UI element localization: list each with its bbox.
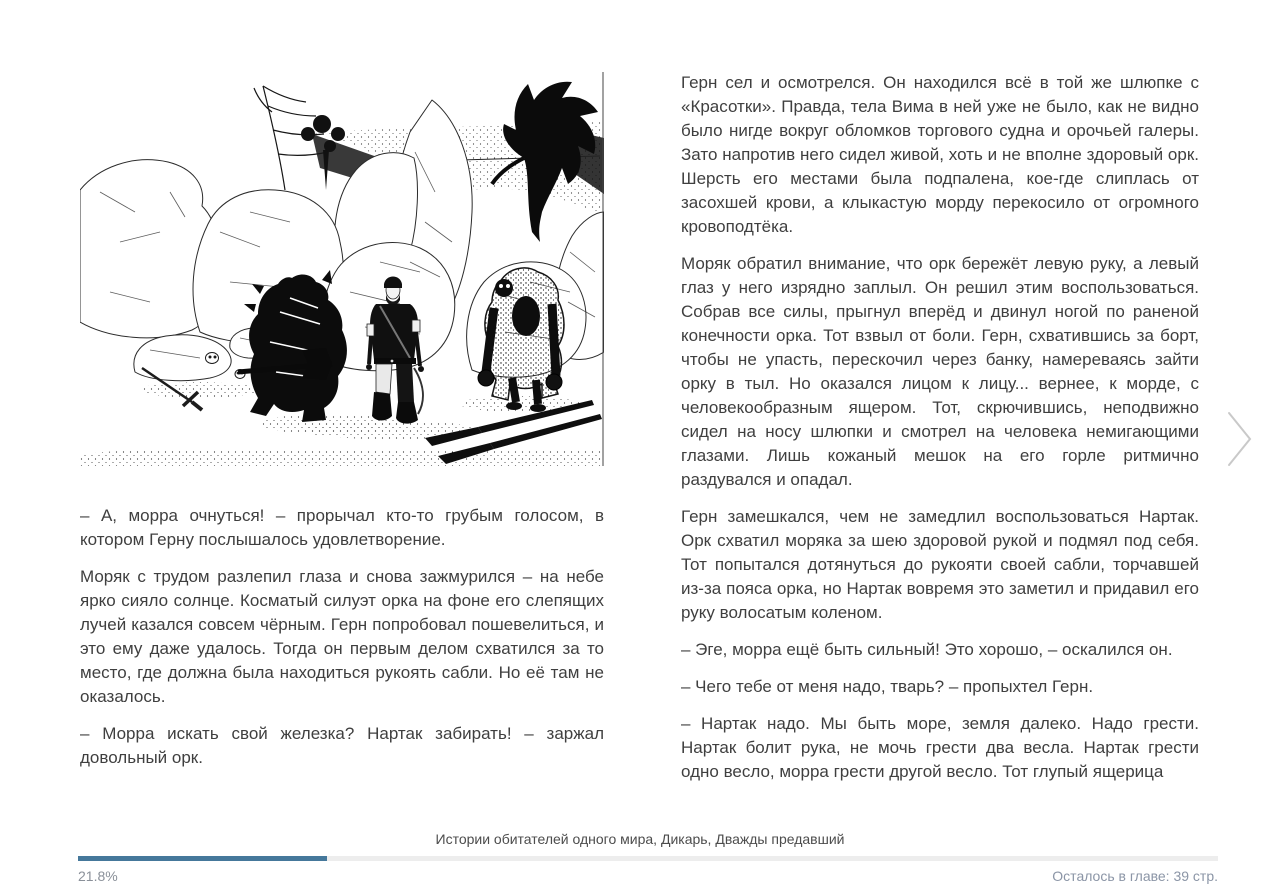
illustration-svg — [80, 72, 604, 466]
book-illustration — [80, 72, 604, 466]
right-page-text — [681, 71, 1199, 784]
paragraph: – Чего тебе от меня надо, тварь? – пропыхтел Герн. — [681, 677, 1094, 696]
reading-progress-fill — [78, 856, 327, 861]
chapter-remaining-label: Осталось в главе: 39 стр. — [1052, 868, 1218, 884]
paragraph: – Морра искать свой железка? Нартак забирать! – заржал довольный орк. — [80, 724, 604, 767]
paragraph: Герн замешкался, чем не замедлил воспользоваться Нартак. Орк схватил моряка за шею здоровой рукой и подмял под себя. Тот попытался дотянуться до рукояти своей сабли, торчавшей из-за пояса орка, но Нартак вовремя это заметил и придавил его руку волосатым коленом. — [681, 507, 1199, 622]
book-title: Истории обитателей одного мира, Дикарь, Дважды предавший — [435, 831, 845, 847]
left-page-text — [80, 504, 604, 770]
illustration-ground — [80, 382, 604, 466]
reading-progress-bar[interactable] — [78, 856, 1218, 861]
paragraph: Герн сел и осмотрелся. Он находился всё в той же шлюпке с «Красотки». Правда, тела Вима в ней уже не было, как не видно было нигде вокруг обломков торгового судна и орочьей галеры. Зато напротив него сидел живой, хоть и не вполне здоровый орк. Шерсть его местами была подпалена, кое-где слиплась от засохшей крови, а клыкастую морду перекосило от огромного кровоподтёка. — [681, 73, 1199, 236]
paragraph: Моряк обратил внимание, что орк бережёт левую руку, а левый глаз у него изрядно заплыл. Он решил этим воспользоваться. Собрав все силы, прыгнул вперёд и двинул ногой по раненой конечности орка. Тот взвыл от боли. Герн, схватившись за борт, чтобы не упасть, перескочил через банку, намереваясь зайти орку в тыл. Но оказался лицом к лицу... вернее, к морде, с человекообразным ящером. Тот, скрючившись, неподвижно сидел на носу шлюпки и смотрел на человека немигающими глазами. Лишь кожаный мешок на его горле ритмично раздувался и опадал. — [681, 254, 1199, 489]
paragraph: – А, морра очнуться! – прорычал кто-то грубым голосом, в котором Герну послышалось удовлетворение. — [80, 506, 604, 549]
next-page-button[interactable] — [1226, 410, 1254, 468]
paragraph: – Нартак надо. Мы быть море, земля далеко. Надо грести. Нартак болит рука, не мочь грести два весла. Нартак грести одно весло, морра грести другой весло. Тот глупый ящерица — [681, 714, 1199, 781]
paragraph: – Эге, морра ещё быть сильный! Это хорошо, – оскалился он. — [681, 640, 1173, 659]
right-page — [681, 71, 1199, 784]
progress-percent-label: 21.8% — [78, 868, 118, 884]
paragraph: Моряк с трудом разлепил глаза и снова зажмурился – на небе ярко сияло солнце. Косматый силуэт орка на фоне его слепящих лучей казался совсем чёрным. Герн попробовал пошевелиться, и это ему даже удалось. Тогда он первым делом схватился за то место, где должна была находиться рукоять сабли. Но её там не оказалось. — [80, 567, 604, 706]
sabre — [414, 368, 423, 414]
left-page — [80, 72, 604, 770]
chevron-right-icon — [1226, 410, 1254, 468]
